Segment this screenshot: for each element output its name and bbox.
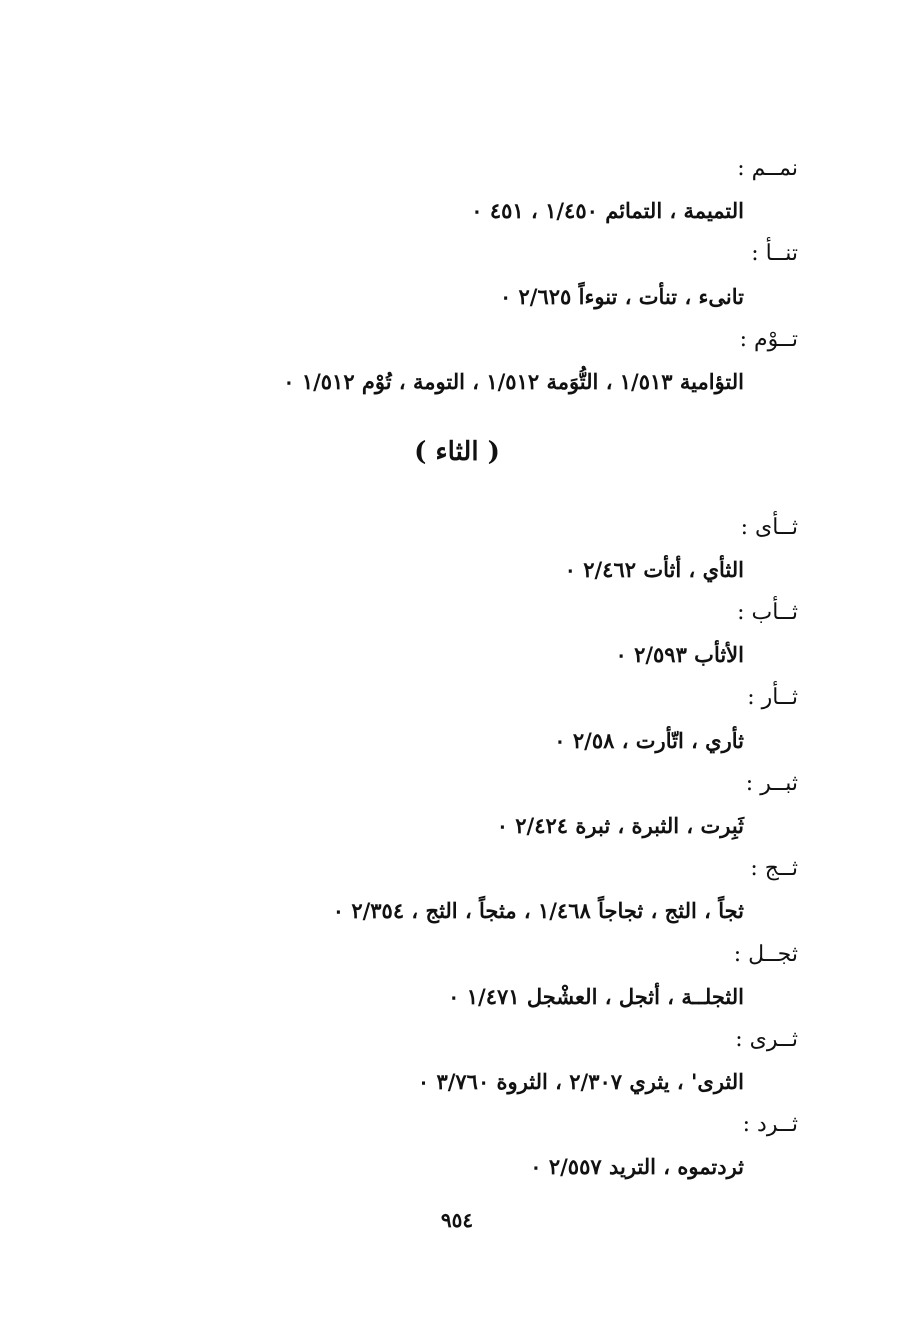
root-heading: ثــرى : (735, 1027, 798, 1052)
root-heading: ثــأى : (740, 515, 798, 540)
root-entries: ثَبِرت ، الثبرة ، ثبرة ٢/٤٢٤ ٠ (496, 813, 744, 838)
root-heading: ثــأر : (747, 685, 798, 710)
root-entries: الثجلــة ، أثجل ، العشْجل ١/٤٧١ ٠ (448, 984, 744, 1009)
root-heading: ثجــل : (733, 942, 798, 967)
section-title: ( الثاء ) (414, 437, 500, 467)
root-entries: الثرى' ، يثري ٢/٣٠٧ ، الثروة ٣/٧٦٠ ٠ (417, 1069, 744, 1094)
root-entries: ثجاً ، الثج ، ثجاجاً ١/٤٦٨ ، مثجاً ، الثج ، ٢/٣٥٤ ٠ (332, 898, 744, 923)
root-entries: الثأي ، أثأت ٢/٤٦٢ ٠ (564, 557, 744, 582)
root-heading: تنــأ : (751, 241, 798, 266)
root-heading: ثــأب : (737, 600, 798, 625)
root-heading: نمــم : (737, 156, 798, 181)
root-entries: الأثأب ٢/٥٩٣ ٠ (615, 642, 744, 667)
root-heading: ثــج : (750, 856, 798, 881)
root-entries: ثردتموه ، التريد ٢/٥٥٧ ٠ (530, 1154, 744, 1179)
root-heading: ثــرد : (742, 1112, 798, 1137)
root-heading: ثبــر : (745, 771, 798, 796)
root-entries: ثأري ، اتّأرت ، ٢/٥٨ ٠ (554, 728, 744, 753)
page-number: ٩٥٤ (440, 1208, 474, 1232)
root-entries: التؤامية ١/٥١٣ ، التُّوَمة ١/٥١٢ ، التومة ، تُوْم ١/٥١٢ ٠ (283, 369, 744, 394)
root-heading: تــوْم : (739, 327, 798, 352)
root-entries: التميمة ، التمائم ١/٤٥٠ ، ٤٥١ ٠ (471, 198, 744, 223)
root-entries: تانىء ، تنأت ، تنوءاً ٢/٦٢٥ ٠ (499, 284, 744, 309)
